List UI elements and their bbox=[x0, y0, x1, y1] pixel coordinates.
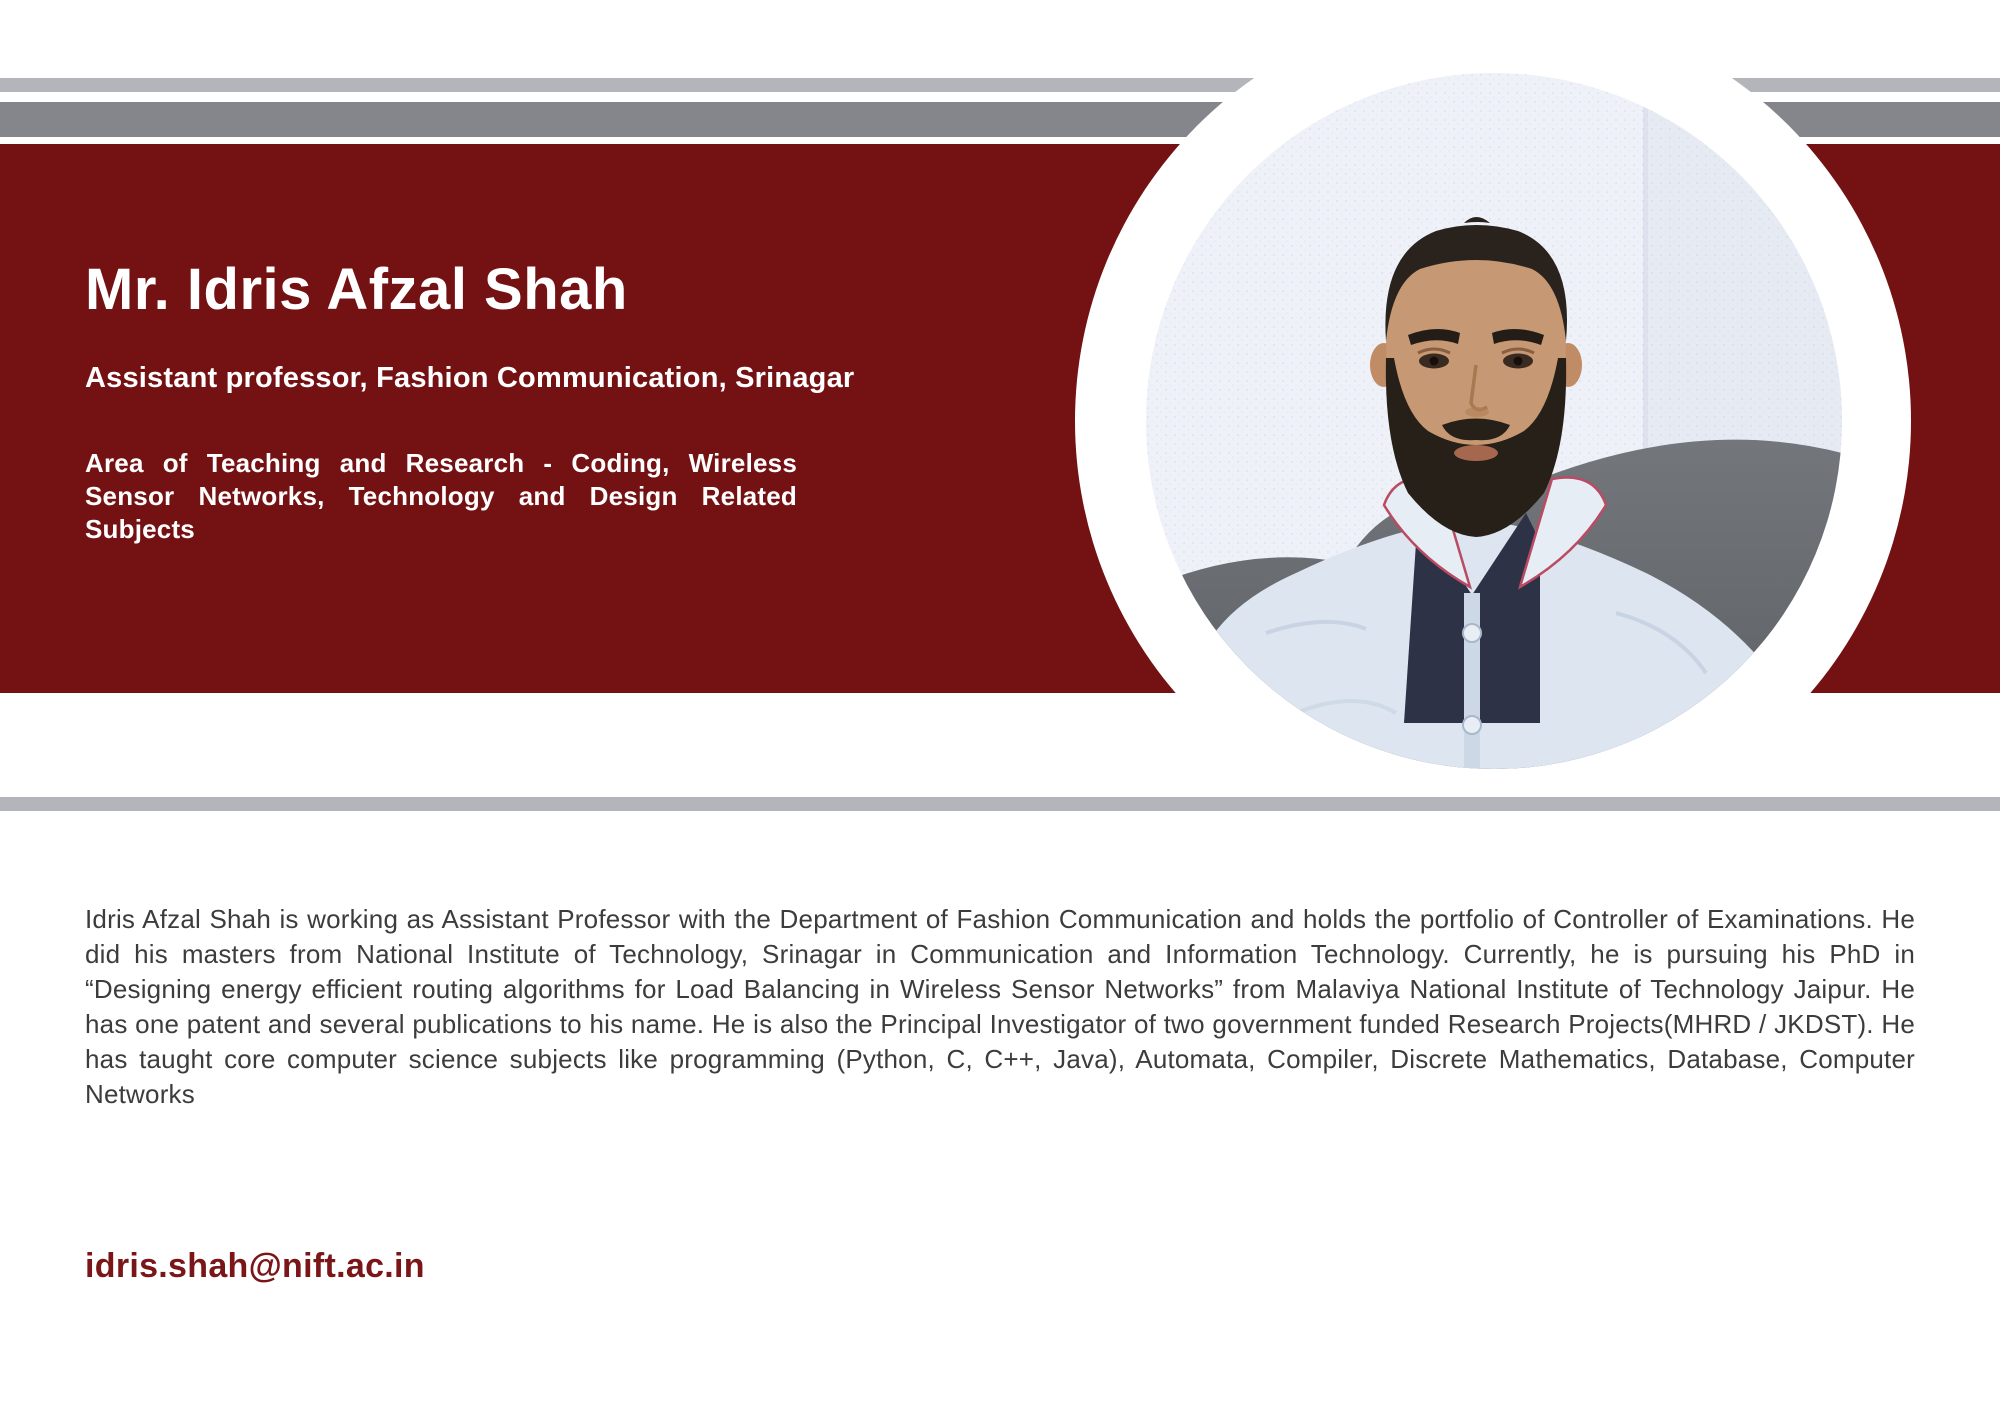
portrait-illustration bbox=[1146, 73, 1842, 769]
email-link[interactable]: idris.shah@nift.ac.in bbox=[85, 1247, 425, 1285]
bio-paragraph: Idris Afzal Shah is working as Assistant Professor with the Department of Fashion Communication and holds the portfolio of Controller of Examinations. He did his masters from National Institute of Technology, Srinagar in Communication and Information Technology. Currently, he is pursuing his PhD in “Designing energy efficient routing algorithms for Load Balancing in Wireless Sensor Networks” from Malaviya National Institute of Technology Jaipur. He has one patent and several publications to his name. He is also the Principal Investigator of two government funded Research Projects(MHRD / JKDST). He has taught core computer science subjects like programming (Python, C, C++, Java), Automata, Compiler, Discrete Mathematics, Database, Computer Networks bbox=[85, 904, 1915, 1109]
profile-photo bbox=[1146, 73, 1842, 769]
profile-designation: Assistant professor, Fashion Communication, Srinagar bbox=[85, 362, 855, 394]
profile-name: Mr. Idris Afzal Shah bbox=[85, 257, 628, 322]
bottom-stripe-light bbox=[0, 797, 2000, 811]
profile-research-areas: Area of Teaching and Research - Coding, Wireless Sensor Networks, Technology and Design Related Subjects bbox=[85, 448, 797, 544]
